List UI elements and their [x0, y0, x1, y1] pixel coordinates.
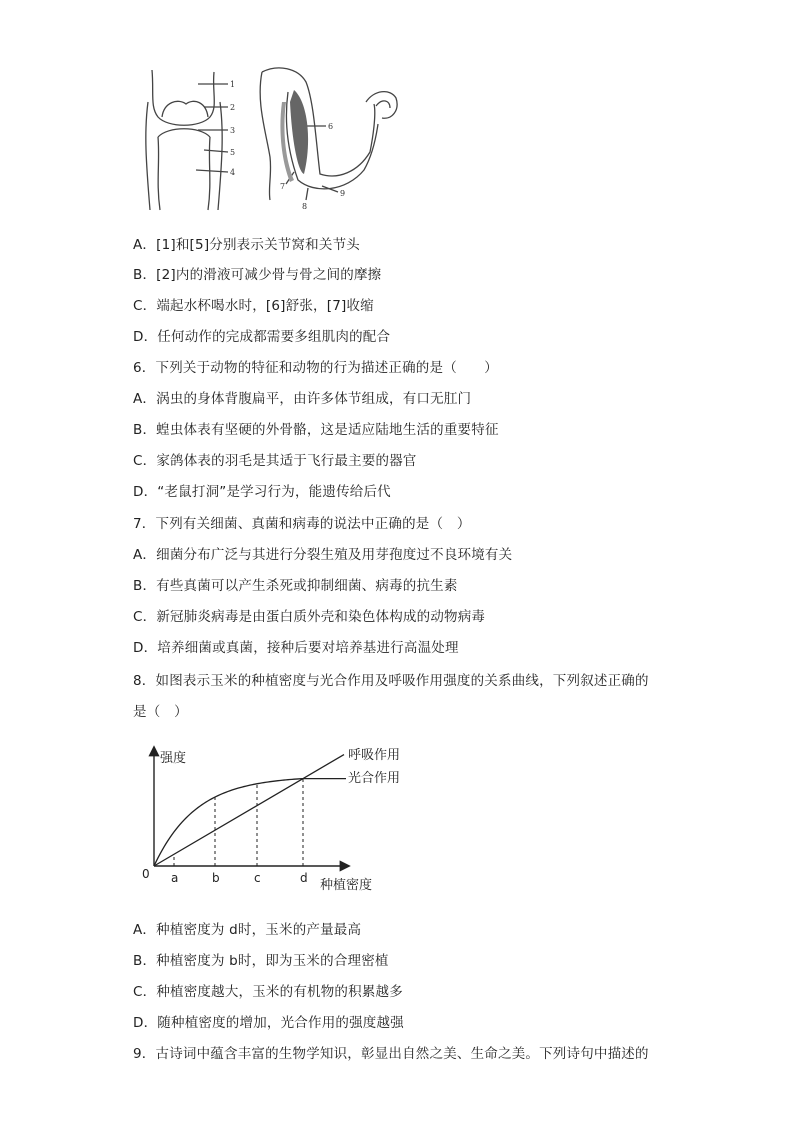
- joint-muscle-figure: [138, 62, 408, 220]
- label-1: 1: [230, 80, 236, 89]
- capsule-left: [146, 102, 150, 210]
- q5-option-d: D．任何动作的完成都需要多组肌肉的配合: [133, 329, 391, 345]
- q7-option-a: A．细菌分布广泛与其进行分裂生殖及用芽孢度过不良环境有关: [133, 547, 513, 563]
- series-photosynthesis-curve: [154, 779, 346, 866]
- tibia-left: [158, 137, 160, 210]
- q8-option-b: B．种植密度为 b时，即为玉米的合理密植: [133, 953, 389, 969]
- x-tick-d: d: [300, 871, 308, 885]
- q8-option-c: C．种植密度越大，玉米的有机物的积累越多: [133, 984, 403, 1000]
- origin-label: 0: [142, 867, 150, 881]
- label-3: 3: [230, 126, 236, 135]
- capsule-right: [218, 102, 222, 210]
- fist-outline: [376, 101, 390, 108]
- q7-option-d: D．培养细菌或真菌，接种后要对培养基进行高温处理: [133, 640, 459, 656]
- label-line-4: [196, 170, 228, 172]
- arm-outline: [262, 68, 375, 176]
- q8-stem-line2: 是（ ）: [133, 704, 188, 720]
- series-respiration-line: [154, 755, 344, 866]
- q9-stem: 9．古诗词中蕴含丰富的生物学知识，彰显出自然之美、生命之美。下列诗句中描述的: [133, 1046, 649, 1062]
- q6-option-d: D．“老鼠打洞”是学习行为，能遗传给后代: [133, 484, 391, 500]
- y-axis-label: 强度: [160, 751, 187, 766]
- series-label-photosynthesis: 光合作用: [348, 771, 400, 786]
- hand-outline: [366, 92, 397, 119]
- q7-stem: 7．下列有关细菌、真菌和病毒的说法中正确的是（ ）: [133, 516, 471, 532]
- q8-stem-line1: 8．如图表示玉米的种植密度与光合作用及呼吸作用强度的关系曲线，下列叙述正确的: [133, 673, 649, 689]
- series-label-respiration: 呼吸作用: [348, 748, 400, 763]
- q8-option-d: D．随种植密度的增加，光合作用的强度越强: [133, 1015, 404, 1031]
- label-8: 8: [302, 202, 308, 211]
- q8-option-a: A．种植密度为 d时，玉米的产量最高: [133, 922, 362, 938]
- x-axis-label: 种植密度: [320, 878, 373, 893]
- joint-head: [162, 101, 208, 117]
- q5-option-b: B．[2]内的滑液可减少骨与骨之间的摩擦: [133, 267, 382, 283]
- label-6: 6: [328, 122, 334, 131]
- tibia-right: [208, 137, 210, 210]
- label-9: 9: [340, 189, 346, 198]
- label-line-5: [204, 150, 228, 152]
- label-line-8: [306, 188, 308, 200]
- label-5: 5: [230, 148, 236, 157]
- x-tick-c: c: [254, 871, 261, 885]
- label-4: 4: [230, 168, 236, 177]
- label-7: 7: [280, 182, 286, 191]
- q7-option-b: B．有些真菌可以产生杀死或抑制细菌、病毒的抗生素: [133, 578, 458, 594]
- q6-option-a: A．涡虫的身体背腹扁平，由许多体节组成，有口无肛门: [133, 391, 472, 407]
- x-tick-a: a: [171, 871, 179, 885]
- density-strength-chart: [130, 740, 400, 900]
- femur-outline: [152, 70, 214, 125]
- label-2: 2: [230, 103, 236, 112]
- q6-stem: 6．下列关于动物的特征和动物的行为描述正确的是（ ）: [133, 360, 498, 376]
- q6-option-c: C．家鸽体表的羽毛是其适于飞行最主要的器官: [133, 453, 417, 469]
- q5-option-a: A．[1]和[5]分别表示关节窝和关节头: [133, 237, 360, 253]
- q7-option-c: C．新冠肺炎病毒是由蛋白质外壳和染色体构成的动物病毒: [133, 609, 486, 625]
- q5-option-c: C．端起水杯喝水时，[6]舒张，[7]收缩: [133, 298, 374, 314]
- x-tick-b: b: [212, 871, 220, 885]
- body-outline: [260, 72, 270, 200]
- q6-option-b: B．蝗虫体表有坚硬的外骨骼，这是适应陆地生活的重要特征: [133, 422, 499, 438]
